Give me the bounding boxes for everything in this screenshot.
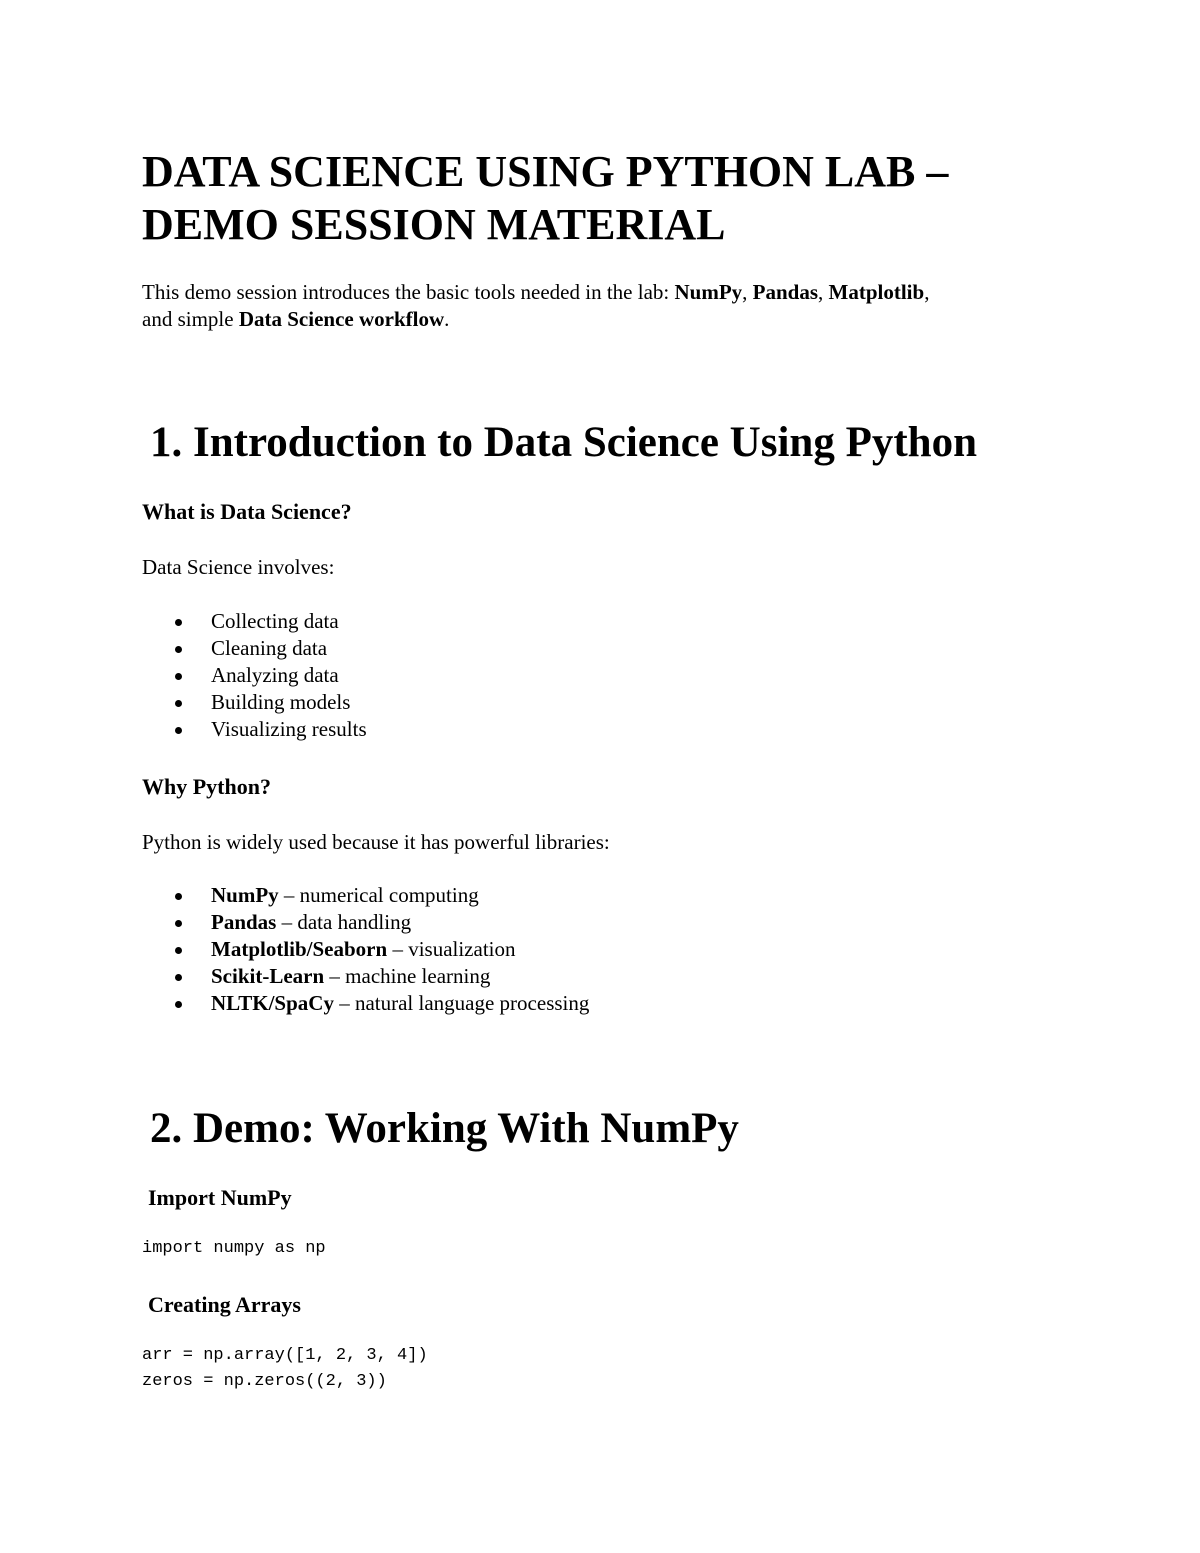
intro-paragraph [142,279,1082,333]
section-1-heading: 1. Introduction to Data Science Using Python [150,419,977,466]
intro-text: and simple [142,307,239,331]
document-title [142,145,1082,251]
list-item [142,689,367,716]
library-name: NumPy [211,883,279,907]
list-item [142,608,367,635]
why-python-text: Python is widely used because it has powerful libraries: [142,830,610,854]
import-numpy-heading: Import NumPy [148,1185,292,1210]
bullet-icon [175,673,182,680]
bullet-icon [175,700,182,707]
intro-text: , [924,280,930,304]
bullet-icon [175,893,182,900]
intro-text: , [818,280,829,304]
data-science-steps-list [142,608,367,743]
code-line: arr = np.array([1, 2, 3, 4]) [142,1346,428,1365]
what-is-data-science-heading: What is Data Science? [142,499,352,524]
library-name: NLTK/SpaCy [211,991,334,1015]
python-libraries-list [142,882,589,1017]
list-item-text: Visualizing results [211,717,367,741]
bullet-icon [175,619,182,626]
list-item-text: Analyzing data [211,663,339,687]
list-item [142,716,367,743]
data-science-involves-text: Data Science involves: [142,555,335,579]
library-name: Pandas [211,910,277,934]
why-python-heading: Why Python? [142,774,271,799]
bullet-icon [175,920,182,927]
list-item-text: Cleaning data [211,636,328,660]
bullet-icon [175,947,182,954]
section-2-heading: 2. Demo: Working With NumPy [150,1105,739,1152]
library-description: – machine learning [324,964,491,988]
import-code-block [142,1236,326,1262]
list-item [142,635,367,662]
list-item [142,909,589,936]
intro-text: , [742,280,753,304]
library-name: Matplotlib/Seaborn [211,937,388,961]
library-description: – visualization [387,937,516,961]
library-description: – data handling [276,910,412,934]
list-item-text: Building models [211,690,351,714]
bullet-icon [175,646,182,653]
library-description: – numerical computing [278,883,479,907]
list-item [142,963,589,990]
arrays-code-block [142,1343,428,1395]
intro-matplotlib: Matplotlib [828,280,925,304]
list-item-text: Collecting data [211,609,339,633]
title-line-1: DATA SCIENCE USING PYTHON LAB – [142,147,949,196]
library-description: – natural language processing [333,991,590,1015]
bullet-icon [175,974,182,981]
intro-pandas: Pandas [752,280,819,304]
title-line-2: DEMO SESSION MATERIAL [142,200,726,249]
list-item [142,990,589,1017]
list-item [142,936,589,963]
library-name: Scikit-Learn [211,964,325,988]
bullet-icon [175,1001,182,1008]
intro-text: This demo session introduces the basic tools needed in the lab: [142,280,675,304]
code-line: import numpy as np [142,1239,326,1258]
creating-arrays-heading: Creating Arrays [148,1292,301,1317]
intro-numpy: NumPy [674,280,743,304]
code-line: zeros = np.zeros((2, 3)) [142,1372,387,1391]
bullet-icon [175,727,182,734]
list-item [142,882,589,909]
list-item [142,662,367,689]
intro-workflow: Data Science workflow [238,307,445,331]
intro-text: . [444,307,450,331]
